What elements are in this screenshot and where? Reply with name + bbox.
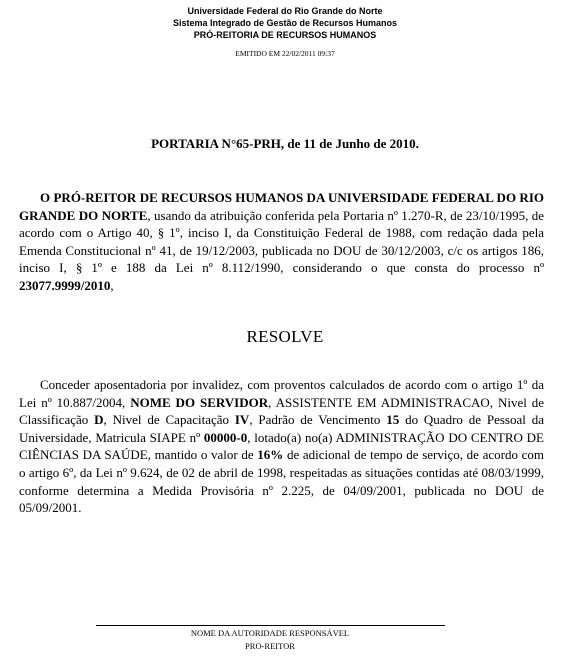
signature-authority-name: NOME DA AUTORIDADE RESPONSÁVEL [190,628,350,638]
document-title: PORTARIA N°65-PRH, de 11 de Junho de 2010. [151,136,419,151]
resolve-heading: RESOLVE [246,327,324,346]
header-department: PRÓ-REITORIA DE RECURSOS HUMANOS [193,30,377,40]
process-number: 23077.9999/2010 [19,277,111,293]
service-percentage: 16% [257,447,284,463]
header-issued-date: EMITIDO EM 22/02/2011 09:37 [235,49,335,58]
body-paragraph: Conceder aposentadoria por invalidez, com proventos calculados de acordo com o artigo 1º da Lei nº 10.887/2004, NOME DO SERVIDOR, ASSISTENTE EM ADMINISTRACAO, Nivel de Classificação D, Nivel de Capacitação IV, Padrão de Vencimento 15 do Quadro de Pessoal da Universidade, Matricula SIAPE nº 00000-0, lotado(a) no(a) ADMINISTRAÇÃO DO CENTRO DE CIÊNCIAS DA SAÚDE, mantido o valor de 16% de adicional de tempo de serviço, de acordo com o artigo 6º, da Lei nº 9.624, de 02 de abril de 1998, respeitadas as situações contidas até 08/03/1999, conforme determina a Medida Provisória nº 2.225, de 04/09/2001, publicada no DOU de 05/09/2001. [19,377,545,516]
signature-authority-role: PRO-REITOR [245,641,295,651]
preamble-bold-intro: O PRÓ-REITOR DE RECURSOS HUMANOS DA UNIVERSIDADE FEDERAL DO RIO GRANDE DO NORTE [19,190,544,223]
salary-standard: 15 [386,412,400,428]
servant-name: NOME DO SERVIDOR [130,394,269,410]
preamble-paragraph: O PRÓ-REITOR DE RECURSOS HUMANOS DA UNIVERSIDADE FEDERAL DO RIO GRANDE DO NORTE, usando da atribuição conferida pela Portaria nº 1.270-R, de 23/10/1995, de acordo com o Artigo 40, § 1º, inciso I, da Constituição Federal de 1988, com redação dada pela Emenda Constitucional nº 41, de 19/12/2003, publicada no DOU de 30/12/2003, c/c os artigos 186, inciso I, § 1º e 188 da Lei nº 8.112/1990, considerando o que consta do processo nº 23077.9999/2010, [19,190,544,293]
capacitation-level: IV [234,412,250,428]
signature-line [96,625,445,626]
header-system: Sistema Integrado de Gestão de Recursos Humanos [172,18,398,28]
siape-number: 00000-0 [203,429,248,445]
classification-level: D [94,412,104,428]
header-university: Universidade Federal do Rio Grande do Norte [187,6,383,16]
preamble-text: , usando da atribuição conferida pela Portaria nº 1.270-R, de 23/10/1995, de acordo com o Artigo 40, § 1º, inciso I, da Constituição Federal de 1988, com redação dada pela Emenda Constitucional nº 41, de 19/12/2003, publicada no DOU de 30/12/2003, c/c os artigos 186, inciso I, § 1º e 188 da Lei nº 8.112/1990, considerando o que consta do processo nº [19,207,544,276]
